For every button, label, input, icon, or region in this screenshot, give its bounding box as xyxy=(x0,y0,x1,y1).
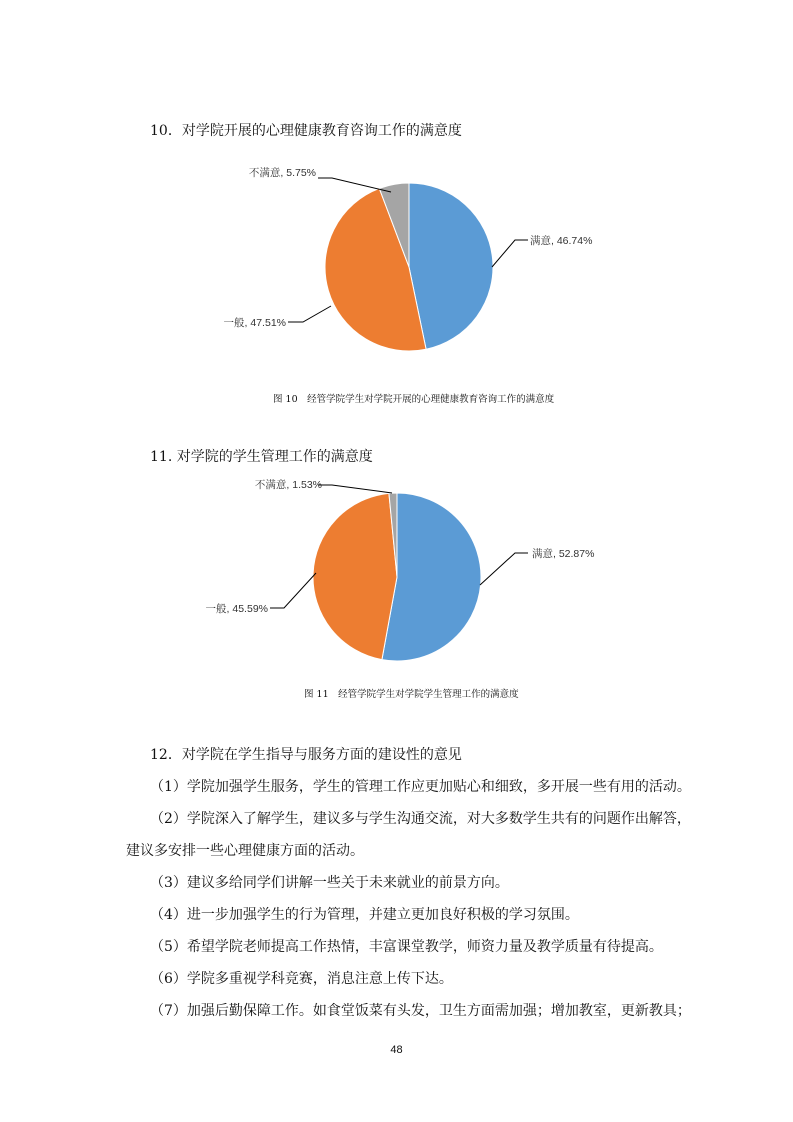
data-label-satisfied: 满意, 52.87% xyxy=(532,548,595,560)
section-11-heading: 11. 对学院的学生管理工作的满意度 xyxy=(150,449,373,465)
pie-chart-11 xyxy=(0,470,793,680)
suggestion-line: （6）学院多重视学科竞赛，消息注意上传下达。 xyxy=(150,971,453,987)
pie-chart-10 xyxy=(0,160,793,380)
suggestion-line: （7）加强后勤保障工作。如食堂饭菜有头发，卫生方面需加强；增加教室，更新教具； xyxy=(150,1003,691,1019)
figure-11-caption: 图 11 经管学院学生对学院学生管理工作的满意度 xyxy=(304,689,519,700)
leader-line-satisfied xyxy=(492,240,528,267)
slice-neutral xyxy=(313,493,397,659)
leader-line-unsatisfied xyxy=(318,178,391,192)
suggestion-line: （3）建议多给同学们讲解一些关于未来就业的前景方向。 xyxy=(150,875,509,891)
leader-line-satisfied xyxy=(480,553,528,585)
leader-line-neutral xyxy=(270,573,316,608)
data-label-unsatisfied: 不满意, 5.75% xyxy=(248,167,316,179)
data-label-unsatisfied: 不满意, 1.53% xyxy=(254,479,322,491)
leader-line-neutral xyxy=(288,306,331,322)
figure-10-caption: 图 10 经管学院学生对学院开展的心理健康教育咨询工作的满意度 xyxy=(273,394,555,405)
data-label-neutral: 一般, 47.51% xyxy=(223,317,286,329)
leader-line-unsatisfied xyxy=(318,485,392,493)
suggestion-line: （1）学院加强学生服务，学生的管理工作应更加贴心和细致，多开展一些有用的活动。 xyxy=(150,779,691,795)
page-number: 48 xyxy=(390,1044,403,1056)
suggestion-line: 建议多安排一些心理健康方面的活动。 xyxy=(126,843,364,859)
suggestion-line: （4）进一步加强学生的行为管理，并建立更加良好积极的学习氛围。 xyxy=(150,907,579,923)
suggestion-line: （2）学院深入了解学生，建议多与学生沟通交流，对大多数学生共有的问题作出解答， xyxy=(150,811,691,827)
suggestion-line: （5）希望学院老师提高工作热情，丰富课堂教学，师资力量及教学质量有待提高。 xyxy=(150,939,663,955)
section-12-heading: 12．对学院在学生指导与服务方面的建设性的意见 xyxy=(150,747,462,763)
slice-satisfied xyxy=(409,183,493,349)
data-label-satisfied: 满意, 46.74% xyxy=(530,235,593,247)
section-10-heading: 10．对学院开展的心理健康教育咨询工作的满意度 xyxy=(150,123,462,139)
data-label-neutral: 一般, 45.59% xyxy=(205,603,268,615)
